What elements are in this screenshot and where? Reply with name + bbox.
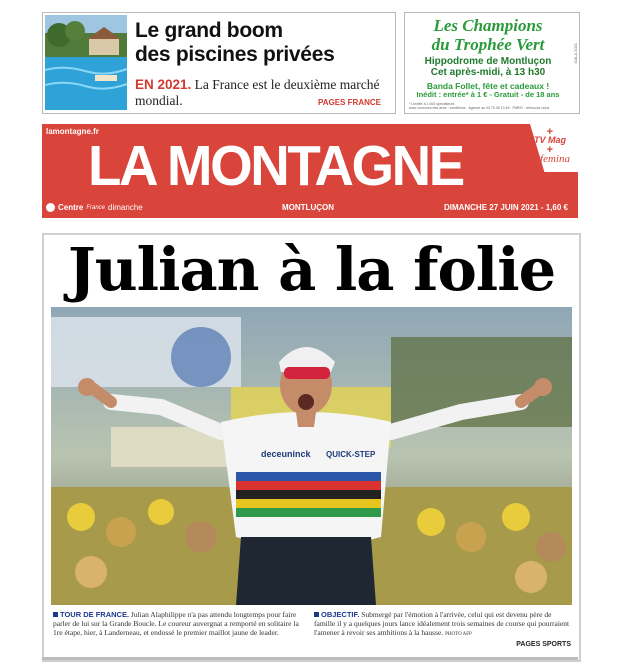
section-tag[interactable]: PAGES FRANCE — [318, 98, 381, 107]
masthead-bar — [42, 198, 578, 218]
group-sub: France — [86, 204, 106, 211]
svg-text:QUICK-STEP: QUICK-STEP — [326, 450, 376, 459]
issue-date-price: DIMANCHE 27 JUIN 2021 - 1,60 € — [443, 203, 568, 212]
bullet-icon — [53, 612, 58, 617]
plus-icon: + — [546, 144, 553, 156]
bottom-rule — [42, 657, 578, 660]
teaser-title: Le grand boom des piscines privées — [135, 19, 335, 66]
svg-text:deceuninck: deceuninck — [261, 449, 311, 459]
teaser-piscines[interactable] — [42, 12, 396, 114]
bullet-icon — [314, 612, 319, 617]
headline: Julian à la folie — [67, 235, 556, 304]
plus-icon: + — [546, 126, 553, 138]
group-name: Centre — [58, 203, 84, 212]
photo-credit: PHOTO AFP — [445, 632, 472, 637]
teaser-trophee-vert[interactable] — [404, 12, 580, 114]
event-entry: Inédit : entrée* à 1 € - Gratuit - de 18 ans — [416, 90, 560, 99]
event-place: Hippodrome de Montluçon — [424, 56, 552, 67]
fine-print-2: avec concours des amis · conditions · Agence au 04 70 05 13 46 · PARIS · retrouvez-nous — [409, 106, 550, 110]
fine-print: * Limitée à 1 000 spectateurs — [409, 102, 455, 106]
main-story[interactable] — [42, 233, 581, 662]
edition-name: MONTLUÇON — [282, 203, 334, 212]
event-band: Banda Follet, fête et cadeaux ! — [426, 81, 550, 91]
newspaper-name: LA MONTAGNE — [88, 134, 463, 198]
centre-france-logo — [46, 203, 143, 212]
group-day: dimanche — [108, 203, 143, 212]
teaser-title: Les Champions du Trophée Vert — [431, 16, 545, 54]
site-url[interactable]: lamontagne.fr — [46, 127, 99, 136]
cyclist-photo — [51, 307, 572, 605]
caption-left: TOUR DE FRANCE. Julian Alaphilippe n'a pas attendu longtemps pour faire parler de lui sur la Grande Boucle. Le coureur auvergnat a remporté en solitaire la 1re étape, hier, à Landerneau, et endossé le premier maillot jaune de leader. — [53, 610, 299, 637]
teaser-lead: EN 2021. La France est le deuxième marché mondial. — [135, 77, 380, 108]
supplement-tvmag[interactable]: TV Mag — [533, 135, 566, 145]
event-time: Cet après-midi, à 13 h30 — [430, 67, 546, 78]
pool-photo — [45, 15, 127, 110]
caption-right: OBJECTIF. Submergé par l'émotion à l'arrivée, celui qui est devenu père de famille il y a quelques jours lance idéalement trois semaines de course qui pourraient l'amener à revoir ses ambitions à la hausse. PHOTO AFP — [314, 610, 570, 637]
supplement-femina[interactable]: femina — [540, 153, 570, 165]
masthead — [42, 124, 578, 218]
section-tag[interactable]: PAGES SPORTS — [516, 641, 571, 648]
vertical-label: GALA 2021 — [573, 43, 578, 64]
centre-france-icon — [46, 203, 55, 212]
